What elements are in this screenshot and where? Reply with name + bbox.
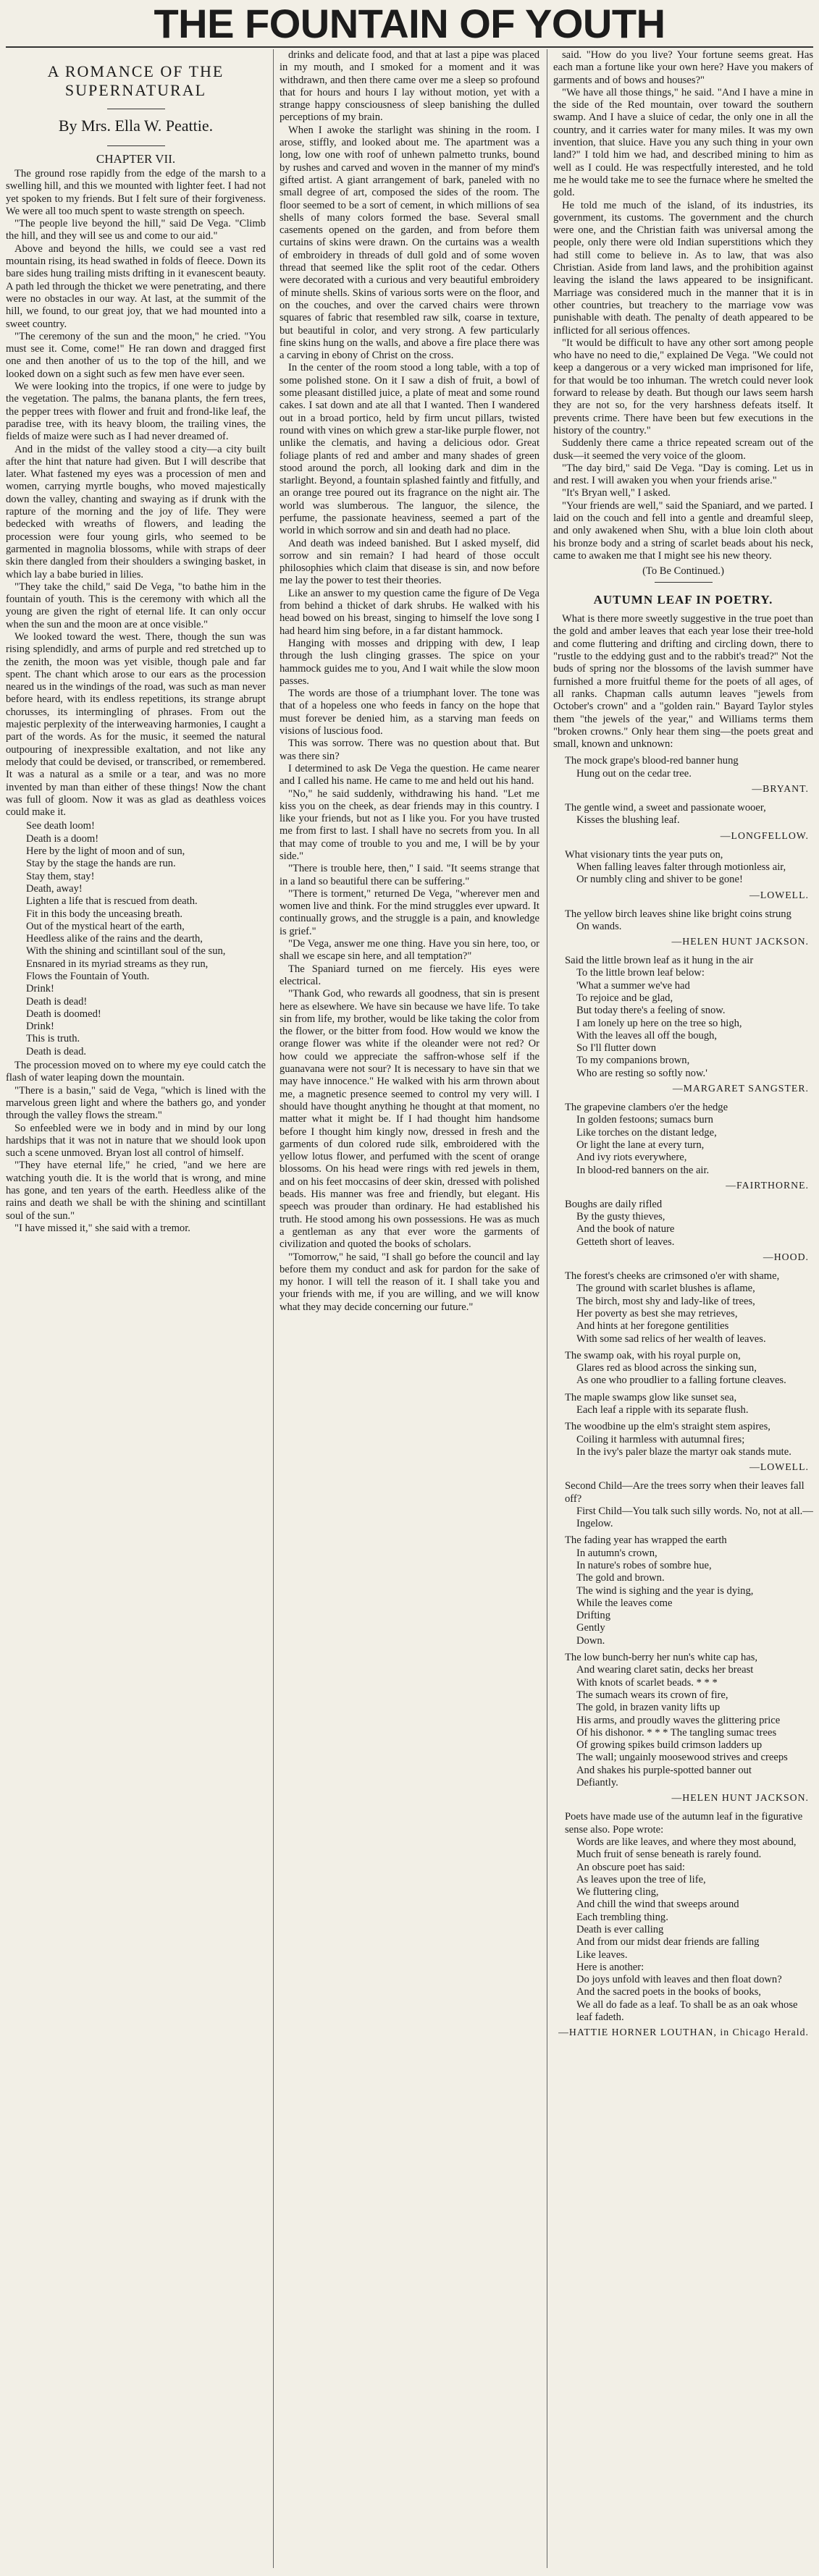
poem-line: We all do fade as a leaf. To shall be as an oak whose leaf fadeth. [576,1998,798,2024]
poem-line: Do joys unfold with leaves and then float down? [576,1974,782,1986]
poem-line: The woodbine up the elm's straight stem aspires, [565,1421,770,1433]
story-paragraph: "There is torment," returned De Vega, "wherever men and women live and think. For the mind struggles ever upward. It continually grows, and the struggle is a pain, and knowledge is grief." [280,887,539,937]
poem-quote [565,908,813,934]
story-paragraph: And death was indeed banished. But I asked myself, did sorrow and sin remain? I had heard of those occult philosophies which claim that disease is sin, and now before me lay the power to test their theories. [280,537,539,587]
poem-line: To the little brown leaf below: [576,967,705,979]
poem-line: The gold and brown. [576,1572,665,1584]
poem-line: To my companions brown, [576,1055,690,1067]
poem-quote [565,1350,813,1388]
poem-line: And from our midst dear friends are falling [576,1936,760,1948]
poem-line: Second Child—Are the trees sorry when their leaves fall off? [565,1480,805,1505]
poem-quote [565,1534,813,1647]
anthology-heading: AUTUMN LEAF IN POETRY. [593,593,773,607]
story-paragraph: "It would be difficult to have any other sort among people who have no need to die," explained De Vega. "We could not keep a dangerous or a very wicked man imprisoned for life, for that would be too inhuman. The wretch could never look forward to release by death. But though our laws seem harsh they are not so, for the very harshness defeats itself. It prevents crime. There have been but few executions in the history of the country." [553,337,813,436]
poem-line: The birch, most shy and lady-like of trees, [576,1295,755,1307]
poem-line: And shakes his purple-spotted banner out [576,1764,752,1776]
poem-quote [565,1392,813,1417]
story-subtitle: A ROMANCE OF THE SUPERNATURAL [47,62,224,99]
story-paragraph: "The day bird," said De Vega. "Day is coming. Let us in and rest. I will awaken you when your friends arise." [553,462,813,487]
story-text-col2 [280,49,539,1314]
chant-verse: See death loom! Death is a doom! Here by the light of moon and of sun, Stay by the stage the hands are run. Stay them, stay! Death, away! Lighten a life that is rescued from death. Fit in this body the unceasing breath. Out of the mystical heart of the earth, Heedless alike of the rains and the dearth, With the shining and scintillant soul of the sun, Ensnared in its myriad streams as they run, Flows the Fountain of Youth. Drink! Death is dead! Death is doomed! Drink! This is truth. Death is dead. [26,820,226,1057]
column-2 [273,49,539,2568]
column-3 [547,49,813,2568]
poem-line: The wall; ungainly moosewood strives and creeps [576,1752,788,1764]
poem-line: Each leaf a ripple with its separate flush. [576,1404,749,1416]
story-paragraph: "We have all those things," he said. "And I have a mine in the side of the Red mountain, over toward the southern swamp. And I have a sluice of cedar, the only one in all the country, and it carries water for many miles. It was my own invention, that sluice. Have you any such thing in your own land?" I told him we had, and described mining to him as well as I could. He was respectfully interested, and he told me he would take me to see the furnace where he smelted the gold. [553,86,813,199]
story-paragraph: This was sorrow. There was no question about that. But was there sin? [280,738,539,762]
poem-line: The forest's cheeks are crimsoned o'er with shame, [565,1270,780,1283]
poem-line: Getteth short of leaves. [576,1236,675,1248]
poem-line: In blood-red banners on the air. [576,1164,710,1176]
poem-quote [565,1480,813,1530]
story-paragraph: When I awoke the starlight was shining in the room. I arose, stiffly, and looked about me. The apartment was a long, low one with roof of unhewn palmetto trunks, bound by rushes and carved and woven in the manner of my mind's gifted artist. A giant arrangement of bark, paneled with no small degree of art, composed the sides of the room. The floor seemed to be a sort of cement, in which millions of sea shells of many colors formed the base. Several small casements opened on the garden, and from before them curtains of skins were drawn. On the curtains was a wealth of embroidery in threads of dull gold and of some woven thread that seemed like the split root of the cedar. Others were decorated with a curious and very beautiful embroidery of minute shells. Skins of various sorts were on the floor, and on the couches, and over the carved chairs were thrown squares of fabric that resembled raw silk, coarse in texture, but beautiful in color, and very strong. A few particularly fine skins hung on the walls, and above a fire place there was a carving in ebony of Christ on the cross. [280,124,539,362]
poem-line: Words are like leaves, and where they most abound, [576,1836,797,1848]
poem-line: In the ivy's paler blaze the martyr oak stands mute. [576,1445,791,1458]
chapter-heading: CHAPTER VII. [96,152,176,166]
poem-line: Of growing spikes build crimson ladders up [576,1739,763,1752]
story-paragraph: "They take the child," said De Vega, "to bathe him in the fountain of youth. This is the ceremony with which all the young are given the right of eternal life. It can only occur when the sun and the moon are at once visible." [6,580,266,630]
story-paragraph: We were looking into the tropics, if one were to judge by the vegetation. The palms, the banana plants, the fern trees, the pepper trees with flower and fruit and frond-like leaf, the paradise tree, with its heavy bloom, the trailing vines, the fields of maize were such as I had never dreamed of. [6,381,266,443]
poem-line: 'What a summer we've had [576,979,690,992]
poem-author: —LONGFELLOW. [720,829,809,841]
poem-line: Coiling it harmless with autumnal fires; [576,1433,745,1445]
poem-quote [565,1199,813,1249]
anthology-poems [553,755,813,2024]
poem-line: The ground with scarlet blushes is aflame, [576,1283,755,1295]
story-paragraph: I determined to ask De Vega the question. He came nearer and I called his name. He came to me and held out his hand. [280,762,539,787]
poem-line: Or light the lane at every turn, [576,1139,705,1151]
poem-line: And ivy riots everywhere, [576,1152,687,1164]
story-text-col3 [553,49,813,562]
poem-line: As leaves upon the tree of life, [576,1873,706,1885]
poem-line: An obscure poet has said: [576,1861,685,1873]
poem-line: Defiantly. [576,1777,618,1789]
poem-quote [565,1102,813,1177]
poem-quote [565,1652,813,1789]
poem-line: In autumn's crown, [576,1547,658,1559]
poem-line: And wearing claret satin, decks her breast [576,1664,754,1676]
story-paragraph: drinks and delicate food, and that at last a pipe was placed in my mouth, and I smoked for a moment and it was withdrawn, and then there came over me a sleep so profound that for hours and hours I lay without motion, yet with a strange happy consciousness of sleep banishing the dulled perceptions of my brain. [280,49,539,124]
poem-line: And the book of nature [576,1223,675,1236]
story-paragraph: He told me much of the island, of its industries, its government, its customs. The government and the church were one, and the Christian faith was universal among the people, only there were old Indian superstitions which they had still come to believe in. As to law, that was also Christian. Aside from land laws, and the prohibition against leaving the island the laws appeared to be insignificant. Marriage was considered much in the manner that it is in other countries, but treachery to the marriage vow was punishable with death. The penalty of death appeared to be inflicted for all serious offences. [553,199,813,337]
story-text-col1b [6,1060,266,1235]
poem-line: His arms, and proudly waves the glittering price [576,1714,781,1726]
poem-line: The mock grape's blood-red banner hung [565,755,739,767]
poem-line: Here is another: [576,1961,644,1973]
poem-line: Death is ever calling [576,1924,664,1935]
poem-line: When falling leaves falter through motionless air, [576,861,786,873]
poem-line: The swamp oak, with his royal purple on, [565,1349,741,1361]
poem-line: Down. [576,1634,605,1647]
story-text-col1 [6,168,266,819]
poem-line: And hints at her foregone gentilities [576,1320,729,1333]
poem-author: —HELEN HUNT JACKSON. [671,936,809,947]
poem-line: The wind is sighing and the year is dying, [576,1584,754,1597]
title-rule [6,46,813,48]
poem-line: We fluttering cling, [576,1886,659,1899]
story-paragraph: The Spaniard turned on me fiercely. His eyes were electrical. [280,963,539,987]
poem-author: —LOWELL. [749,889,809,900]
poem-line: In golden festoons; sumacs burn [576,1114,713,1126]
poem-author: —MARGARET SANGSTER. [672,1083,809,1094]
poem-line: As one who proudlier to a falling fortune cleaves. [576,1374,786,1387]
story-paragraph: In the center of the room stood a long table, with a top of some polished stone. On it I saw a dish of fruit, a bowl of some pleasant distilled juice, a plate of meat and some round cakes. I sat down and ate all that I wanted. Then I wandered out in a broad portico, held by firm uncut pillars, twisted round with vines on which grew a star-like purple flower, not unlike the clematis, and having a delicious odor. Great foliage plants of red and amber and many shades of green stood around the porch, all looking dark and dim in the starlight. Beyond, a fountain splashed faintly and fitfully, and an orange tree poured out its fragrance on the night air. The world was slumberous. The languor, the silence, the perfume, the passionate heaviness, seemed a part of the world in which sorrow and sin and death had no place. [280,362,539,537]
poem-line: I am lonely up here on the tree so high, [576,1017,742,1029]
story-paragraph: We looked toward the west. There, though the sun was rising splendidly, and arms of purple and red stretched up to the zenith, the moon was yet visible, though pale and far spent. The chant which arose to our ears as the procession neared us in the windings of the road, was such as man never before heard, with its endless repetitions, its strange abrupt chorusses, its intermingling of phrases. From out the majestic perplexity of the interweaving harmonies, I caught a part of the words. As for the music, it seemed the natural outpouring of inexpressible exaltation, and not like any melody that could be devised, or transcribed, or remembered. It was a natural as a smile or a tear, and was no more invented by man than either of these things! Now the chant was full of gloom. Now it was as glad as deathless voices could make it. [6,630,266,819]
story-paragraph: The ground rose rapidly from the edge of the marsh to a swelling hill, and this we mounted with lighter feet. I had not yet spoken to my friends. But I felt sure of their forgiveness. We were all too much spent to waste strength on speech. [6,168,266,217]
story-paragraph: Above and beyond the hills, we could see a vast red mountain rising, its head swathed in folds of fleece. Down its bare sides hung trailing mists drifting in it evanescent beauty. A path led through the thicket we were penetrating, and there were no obstacles in our way. At last, at the summit of the hill, we found, to our great joy, that we had mounted into a sweet country. [6,242,266,330]
poem-quote [565,1811,813,2024]
poem-line: Poets have made use of the autumn leaf in the figurative sense also. Pope wrote: [565,1811,803,1836]
story-paragraph: "The ceremony of the sun and the moon," he cried. "You must see it. Come, come!" He ran down and dragged first one and then another of us to the top of the hill, and we looked down on a sight such as few men have ever seen. [6,330,266,380]
poem-line: Hung out on the cedar tree. [576,767,692,780]
poem-quote [565,1270,813,1346]
poem-line: The gold, in brazen vanity lifts up [576,1702,721,1714]
poem-line: On wands. [576,920,622,932]
poem-line: So I'll flutter down [576,1042,657,1055]
poem-line: Gently [576,1622,605,1634]
story-paragraph: "It's Bryan well," I asked. [562,487,671,499]
poem-line: To rejoice and be glad, [576,992,673,1004]
poem-line: Kisses the blushing leaf. [576,814,680,827]
poem-line: The yellow birch leaves shine like bright coins strung [565,908,791,920]
divider [107,145,165,146]
poem-line: Boughs are daily rifled [565,1198,663,1210]
poem-author: —LOWELL. [749,1461,809,1473]
story-paragraph: So enfeebled were we in body and in mind by our long hardships that it was not in nature that we should look upon such a scene unmoved. Bryan lost all control of himself. [6,1122,266,1160]
poem-quote [565,755,813,780]
poem-line: With knots of scarlet beads. * * * [576,1676,718,1689]
poem-line: The fading year has wrapped the earth [565,1534,727,1547]
column-1 [6,49,266,2568]
poem-quote [565,802,813,827]
story-paragraph: "There is a basin," said de Vega, "which is lined with the marvelous green light and where the bathers go, and yonder through the valley flows the stream." [6,1084,266,1122]
poem-quote [565,849,813,887]
poem-line: Of his dishonor. * * * The tangling sumac trees [576,1726,777,1739]
poem-line: Like torches on the distant ledge, [576,1126,717,1139]
poem-line: And the sacred poets in the books of books, [576,1986,761,1998]
poem-line: Her poverty as best she may retrieves, [576,1307,738,1319]
story-paragraph: "De Vega, answer me one thing. Have you sin here, too, or shall we escape sin here, and all temptation?" [280,938,539,963]
poem-line: With the leaves all off the bough, [576,1029,718,1042]
poem-quote [565,955,813,1080]
story-paragraph: The procession moved on to where my eye could catch the flash of water leaping down the mountain. [6,1060,266,1084]
poem-quote [565,1421,813,1458]
poem-author: —HOOD. [763,1251,809,1263]
story-paragraph: said. "How do you live? Your fortune seems great. Has each man a fortune like your own here? Have you makers of garments and of bows and houses?" [553,49,813,86]
poem-author: —BRYANT. [752,783,809,795]
anthology-intro: What is there more sweetly suggestive in the true poet than the gold and amber leaves that each year lose their tree-hold and come fluttering and drifting and circling down, there to "rustle to the eddying gust and to the rabbit's tread?" Not the buds of spring nor the blossoms of the lavish summer have furnished a more fruitful theme for the poets of all ages, of all ranks. Chapman calls autumn leaves "jewels from October's crown" and a "golden rain." Bayard Taylor styles them "the jewels of the year," and Williams terms them "broken crowns." Only hear them sing—the poets great and small, known and unknown: [553,613,813,751]
poem-line: While the leaves come [576,1597,673,1609]
story-paragraph: The words are those of a triumphant lover. The tone was that of a hopeless one who feeds in fancy on the hope that must forever be denied him, as a starving man feeds on visions of luscious food. [280,688,539,738]
poem-line: The maple swamps glow like sunset sea, [565,1391,737,1403]
poem-line: Or numbly cling and shiver to be gone! [576,874,743,886]
story-paragraph: "There is trouble here, then," I said. "It seems strange that in a land so beautiful there can be suffering." [280,863,539,887]
poem-line: Said the little brown leaf as it hung in the air [565,955,754,967]
poem-line: By the gusty thieves, [576,1211,665,1223]
poem-line: The grapevine clambers o'er the hedge [565,1102,728,1114]
poem-line: First Child—You talk such silly words. No, not at all.—Ingelow. [576,1505,813,1530]
story-paragraph: "No," he said suddenly, withdrawing his hand. "Let me kiss you on the cheek, as dear friends may in this country. I like your friends, but not as I like you. For you have trusted me from first to last. I shall have no secrets from you. In all that may come of trouble to you and me, I will be by your side." [280,787,539,862]
poem-line: Who are resting so softly now.' [576,1067,707,1079]
poem-author: —FAIRTHORNE. [726,1179,809,1191]
page-title: THE FOUNTAIN OF YOUTH [154,1,665,46]
story-paragraph: "They have eternal life," he cried, "and we here are watching youth die. It is the world that is wrong, and mine has gone, and ten years of the earth. Heedless alike of the rains and death we shall be with the shining and scintillant soul of the sun." [6,1160,266,1222]
poem-line: Glares red as blood across the sinking sun, [576,1362,757,1374]
poem-line: Each trembling thing. [576,1911,668,1923]
poem-line: Like leaves. [576,1948,628,1961]
story-paragraph: "Your friends are well," said the Spaniard, and we parted. I laid on the couch and fell into a gentle and dreamful sleep, and only awakened when Shu, with a blue loin cloth about his bronze body and a string of scarlet beads about his neck, came to awaken me that I might see his new theory. [553,499,813,562]
poem-author: —HELEN HUNT JACKSON. [671,1792,809,1804]
poem-line: The low bunch-berry her nun's white cap has, [565,1652,758,1664]
story-paragraph: Like an answer to my question came the figure of De Vega from behind a thicket of dark shrubs. He walked with his head bowed on his breast, singing to himself the love song I had heard him sing before, in a far distant hammock. [280,587,539,637]
poem-line: But today there's a feeling of snow. [576,1005,726,1017]
story-paragraph: "I have missed it," she said with a tremor. [14,1222,190,1234]
divider [655,582,713,583]
poem-line: With some sad relics of her wealth of leaves. [576,1333,766,1345]
story-paragraph: Hanging with mosses and dripping with dew, I leap through the lush clinging grasses. The spice on your hammock guides me to you, And I wait while the slow moon passes. [280,637,539,687]
story-paragraph: "The people live beyond the hill," said De Vega. "Climb the hill, and they will see us and come to our aid." [6,218,266,242]
story-paragraph: Suddenly there came a thrice repeated scream out of the dusk—it seemed the very voice of the gloom. [553,437,813,462]
poem-line: The sumach wears its crown of fire, [576,1689,728,1701]
byline: By Mrs. Ella W. Peattie. [58,117,214,135]
poem-line: And chill the wind that sweeps around [576,1899,739,1911]
story-paragraph: "Thank God, who rewards all goodness, that sin is present here as elsewhere. We have sin because we have life. To take sin from life, my brother, would be like taking the color from the flower, or the bitter from food. How would we know the orange flower was white if the oleander were not red? Or how could we appreciate the saffron-whose self if the guanavana were not sour? It is necessary to have sin that we may have innocence." He walked with his arm thrown about me, a magnetic presence seemed to control my very will. I should have thought anything he thought at that moment, no matter what it might be. If I had thought him handsome before I thought him kingly now, dressed in fresh and the garments of dun colored rude silk, embroidered with the yellow lotus flower, and perfumed with the scent of orange blossoms. On his head were rings with red jewels in them, and on his feet moccasins of deer skin, dressed with polished beads. His manner was free and friendly, but elegant. His speech was prouder than ordinary. He had established his truth. He stood among his own possessions. He was as much a gentleman as any that ever wore the garments of civilization and quoted the books of scholars. [280,988,539,1251]
story-paragraph: And in the midst of the valley stood a city—a city built after the hint that nature had given. But I will describe that later. What fastened my eyes was a procession of men and women, carrying myrtle boughs, who moved majestically down the valley, chanting and swaying as if drunk with the rapture of the morning and the joy of life. They were bedecked with wreaths of flowers, and leading the procession were four young girls, who seemed to be garmented in magnolia blossoms, while with straps of deer skin there dangled from their shoulders a swinging basket, in which lay a babe buried in lilies. [6,443,266,580]
story-paragraph: "Tomorrow," he said, "I shall go before the council and lay before them my conduct and ask for pardon for the sake of my honor. I will tell the reason of it. I shall take you and your friends with me, if you are willing, and we will know what they may decide concerning our future." [280,1251,539,1313]
columns [6,49,813,2568]
poem-line: The gentle wind, a sweet and passionate wooer, [565,802,766,814]
poem-line: In nature's robes of sombre hue, [576,1559,712,1571]
anthology-credit: —HATTIE HORNER LOUTHAN, in Chicago Herald. [558,2027,809,2038]
poem-line: Drifting [576,1610,611,1622]
to-be-continued: (To Be Continued.) [642,565,724,578]
poem-line: Much fruit of sense beneath is rarely found. [576,1849,762,1861]
poem-line: What visionary tints the year puts on, [565,848,723,861]
